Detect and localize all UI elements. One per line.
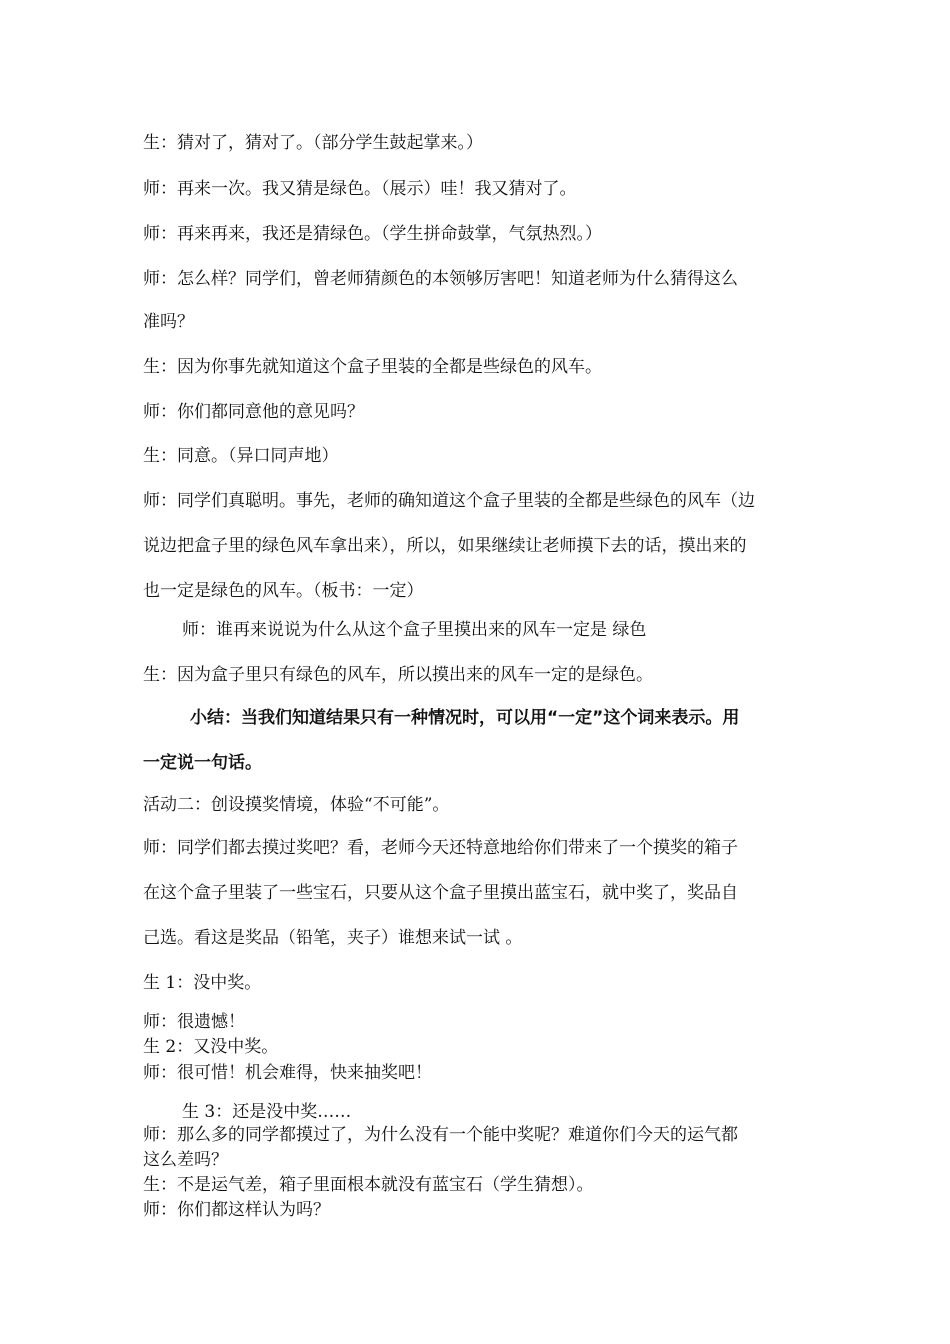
dialogue-line: 师：同学们真聪明。事先，老师的确知道这个盒子里装的全都是些绿色的风车（边 — [143, 491, 755, 511]
dialogue-line: 生 1：没中奖。 — [143, 973, 262, 993]
dialogue-line: 师：同学们都去摸过奖吧？看，老师今天还特意地给你们带来了一个摸奖的箱子 — [143, 838, 738, 858]
dialogue-line: 师：再来一次。我又猜是绿色。（展示）哇！我又猜对了。 — [143, 179, 577, 199]
summary-line: 小结：当我们知道结果只有一种情况时，可以用“一定”这个词来表示。用 — [190, 708, 740, 728]
dialogue-line: 己选。看这是奖品（铅笔，夹子）谁想来试一试 。 — [143, 928, 523, 948]
dialogue-line: 生：因为盒子里只有绿色的风车，所以摸出来的风车一定的是绿色。 — [143, 665, 653, 685]
activity-heading: 活动二：创设摸奖情境，体验“不可能”。 — [143, 795, 450, 815]
dialogue-line: 准吗？ — [143, 312, 194, 332]
dialogue-line: 师：再来再来，我还是猜绿色。（学生拼命鼓掌，气氛热烈。） — [143, 224, 602, 244]
dialogue-line: 师：你们都这样认为吗？ — [143, 1200, 330, 1220]
dialogue-line: 也一定是绿色的风车。（板书：一定） — [143, 581, 424, 601]
dialogue-line: 在这个盒子里装了一些宝石，只要从这个盒子里摸出蓝宝石，就中奖了，奖品自 — [143, 883, 738, 903]
dialogue-line: 生 3：还是没中奖…… — [182, 1102, 352, 1122]
dialogue-line: 生：不是运气差，箱子里面根本就没有蓝宝石（学生猜想）。 — [143, 1175, 594, 1195]
dialogue-line: 师：怎么样？同学们，曾老师猜颜色的本领够厉害吧！知道老师为什么猜得这么 — [143, 269, 738, 289]
summary-line: 一定说一句话。 — [143, 753, 262, 773]
dialogue-line: 师：那么多的同学都摸过了，为什么没有一个能中奖呢？难道你们今天的运气都 — [143, 1125, 738, 1145]
dialogue-line: 生：猜对了，猜对了。（部分学生鼓起掌来。） — [143, 133, 483, 153]
dialogue-line: 生 2：又没中奖。 — [143, 1037, 279, 1057]
dialogue-line: 生：同意。（异口同声地） — [143, 446, 339, 466]
dialogue-line: 这么差吗？ — [143, 1150, 228, 1170]
dialogue-line: 说边把盒子里的绿色风车拿出来），所以，如果继续让老师摸下去的话，摸出来的 — [143, 536, 747, 556]
dialogue-line: 师：你们都同意他的意见吗？ — [143, 402, 364, 422]
dialogue-line: 师：很遗憾！ — [143, 1012, 245, 1032]
dialogue-line: 生：因为你事先就知道这个盒子里装的全都是些绿色的风车。 — [143, 357, 602, 377]
dialogue-line: 师：谁再来说说为什么从这个盒子里摸出来的风车一定是 绿色 — [182, 620, 647, 640]
dialogue-line: 师：很可惜！机会难得，快来抽奖吧！ — [143, 1063, 432, 1083]
